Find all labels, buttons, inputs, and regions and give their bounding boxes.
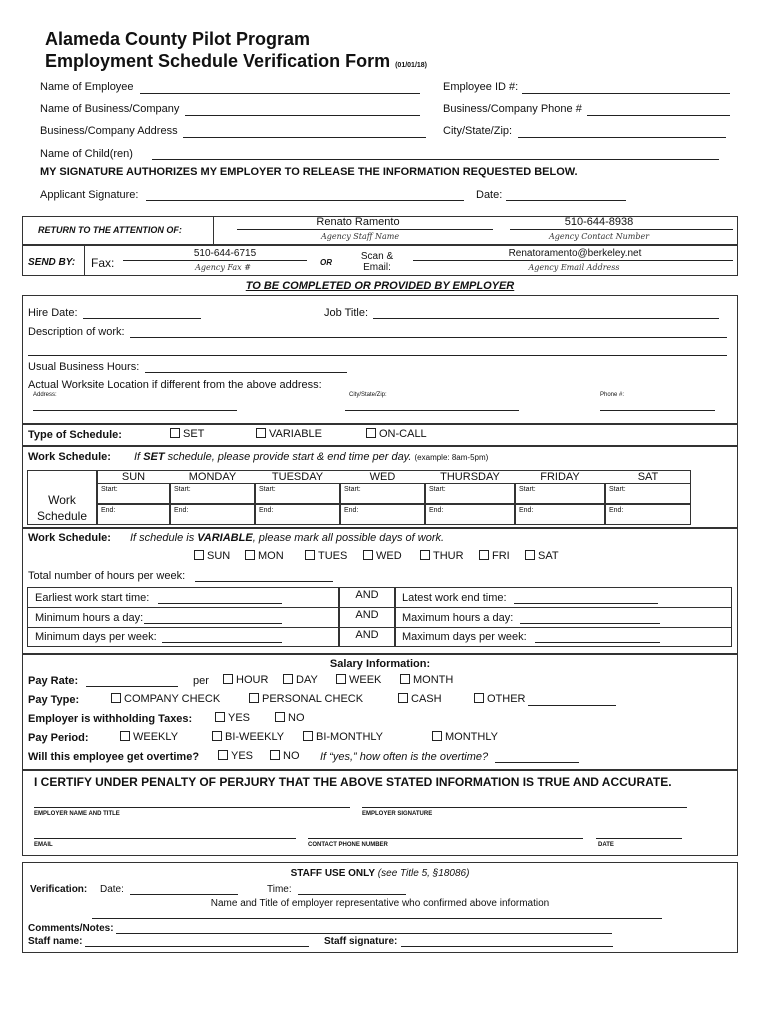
staff-use-note: (see Title 5, §18086) [377, 868, 470, 879]
total-hours-label: Total number of hours per week: [28, 570, 186, 582]
variable-schedule-label: Work Schedule: [28, 532, 111, 544]
business-address-label: Business/Company Address [40, 125, 178, 137]
salary-heading: Salary Information: [329, 658, 431, 670]
variable-day-sun-label: SUN [207, 550, 231, 562]
pay-period-bi-monthly-option[interactable] [303, 731, 383, 743]
pay-rate-field[interactable] [86, 686, 178, 687]
employer-signature-caption: EMPLOYER SIGNATURE [362, 811, 433, 817]
children-name-field[interactable] [152, 159, 719, 160]
min-hours-label: Minimum hours a day: [35, 612, 144, 624]
end-cell-tuesday[interactable] [255, 504, 340, 525]
job-title-label: Job Title: [324, 307, 369, 319]
pay-rate-week-label: WEEK [349, 674, 382, 686]
start-cell-thursday[interactable] [425, 483, 515, 504]
fax-line [123, 260, 307, 261]
withholding-label: Employer is withholding Taxes: [28, 713, 193, 725]
schedule-variable-label: VARIABLE [269, 428, 322, 440]
end-label: End: [259, 507, 274, 514]
pay-period-monthly-label: MONTHLY [445, 731, 498, 743]
schedule-variable-option[interactable] [256, 428, 322, 440]
set-schedule-label: Work Schedule: [28, 451, 111, 463]
pay-type-other-field[interactable] [528, 705, 616, 706]
children-name-label: Name of Child(ren) [40, 148, 133, 160]
representative-field[interactable] [92, 918, 662, 919]
email-caption: Agency Email Address [528, 263, 620, 272]
email-line [413, 260, 733, 261]
pay-period-monthly-checkbox[interactable] [432, 731, 442, 741]
max-days-field[interactable] [535, 642, 660, 643]
variable-day-sun-checkbox[interactable] [194, 550, 204, 560]
overtime-no-label: NO [283, 750, 300, 762]
pay-period-label: Pay Period: [28, 732, 89, 744]
description-label: Description of work: [28, 326, 125, 338]
schedule-set-label: SET [183, 428, 205, 440]
pay-period-bi-weekly-checkbox[interactable] [212, 731, 222, 741]
schedule-oncall-checkbox[interactable] [366, 428, 376, 438]
pay-rate-label: Pay Rate: [28, 675, 79, 687]
max-days-label: Maximum days per week: [402, 631, 527, 643]
pay-rate-hour-label: HOUR [236, 674, 269, 686]
staff-name-field[interactable] [85, 946, 309, 947]
variable-day-mon-checkbox[interactable] [245, 550, 255, 560]
overtime-yes-checkbox[interactable] [218, 750, 228, 760]
worksite-city-caption: City/State/Zip: [349, 392, 387, 398]
latest-end-label: Latest work end time: [402, 592, 507, 604]
staff-use-heading [22, 868, 738, 879]
agency-staff-name: Renato Ramento [316, 216, 400, 228]
variable-instruction-prefix: If schedule is [130, 532, 195, 544]
overtime-followup-field[interactable] [495, 762, 579, 763]
start-cell-monday[interactable] [170, 483, 255, 504]
comments-field[interactable] [116, 933, 612, 934]
end-cell-thursday[interactable] [425, 504, 515, 525]
schedule-row-label-2: Schedule [36, 509, 88, 523]
variable-day-fri-option[interactable] [479, 550, 510, 562]
business-phone-label: Business/Company Phone # [443, 103, 582, 115]
hire-date-field[interactable] [83, 318, 201, 319]
variable-day-fri-label: FRI [492, 550, 510, 562]
agency-contact-number: 510-644-8938 [564, 216, 634, 228]
certify-statement: I CERTIFY UNDER PENALTY OF PERJURY THAT THE ABOVE STATED INFORMATION IS TRUE AND ACCURATE. [34, 775, 672, 789]
business-name-field[interactable] [185, 115, 420, 116]
variable-row-divider-2 [27, 627, 732, 628]
start-label: Start: [259, 486, 276, 493]
end-cell-monday[interactable] [170, 504, 255, 525]
employer-email-caption: EMAIL [34, 842, 53, 848]
applicant-signature-label: Applicant Signature: [40, 189, 139, 201]
variable-day-fri-checkbox[interactable] [479, 550, 489, 560]
variable-day-thur-checkbox[interactable] [420, 550, 430, 560]
set-instruction-rest: schedule, please provide start & end time per day. [167, 451, 412, 463]
pay-period-weekly-option[interactable] [120, 731, 178, 743]
min-days-label: Minimum days per week: [35, 631, 157, 643]
and-label-3: AND [355, 629, 379, 641]
employer-name-title-field[interactable] [34, 807, 350, 808]
variable-day-tues-checkbox[interactable] [305, 550, 315, 560]
description-field-1[interactable] [130, 337, 727, 338]
variable-row-divider-1 [27, 607, 732, 608]
latest-end-field[interactable] [514, 603, 658, 604]
end-label: End: [609, 507, 624, 514]
day-header-sat: SAT [637, 471, 659, 483]
employee-name-label: Name of Employee [40, 81, 134, 93]
pay-period-bi-monthly-checkbox[interactable] [303, 731, 313, 741]
worksite-phone-field[interactable] [600, 410, 715, 411]
representative-caption: Name and Title of employer representative who confirmed above information [210, 898, 550, 909]
start-cell-friday[interactable] [515, 483, 605, 504]
employer-phone-caption: CONTACT PHONE NUMBER [308, 842, 388, 848]
overtime-label: Will this employee get overtime? [28, 751, 200, 763]
variable-day-mon-label: MON [258, 550, 284, 562]
email-label: Email: [363, 262, 391, 273]
max-hours-label: Maximum hours a day: [402, 612, 514, 624]
business-phone-field[interactable] [587, 115, 730, 116]
withholding-no-label: NO [288, 712, 305, 724]
variable-day-sun-option[interactable] [194, 550, 230, 562]
title-line-2 [45, 51, 427, 72]
verification-date-label: Date: [100, 884, 124, 895]
start-cell-sat[interactable] [605, 483, 691, 504]
schedule-oncall-label: ON-CALL [379, 428, 427, 440]
scan-email-label [352, 251, 402, 273]
start-label: Start: [174, 486, 191, 493]
day-header-wed: WED [369, 471, 396, 483]
description-field-2[interactable] [28, 355, 727, 356]
pay-type-cash-option[interactable] [398, 693, 442, 705]
job-title-field[interactable] [373, 318, 719, 319]
withholding-yes-checkbox[interactable] [215, 712, 225, 722]
schedule-row-label [27, 492, 97, 524]
min-days-field[interactable] [162, 642, 282, 643]
employer-section-box [22, 295, 738, 424]
max-hours-field[interactable] [520, 623, 660, 624]
day-header-row [97, 470, 691, 484]
schedule-type-label: Type of Schedule: [28, 429, 122, 441]
min-hours-field[interactable] [144, 623, 282, 624]
worksite-city-field[interactable] [345, 410, 519, 411]
schedule-set-checkbox[interactable] [170, 428, 180, 438]
schedule-oncall-option[interactable] [366, 428, 427, 440]
business-name-label: Name of Business/Company [40, 103, 180, 115]
day-header-monday: MONDAY [188, 471, 237, 483]
pay-rate-month-label: MONTH [413, 674, 454, 686]
pay-type-other-option[interactable] [474, 693, 526, 705]
worksite-phone-caption: Phone #: [600, 392, 625, 398]
worksite-label: Actual Worksite Location if different from the above address: [28, 379, 322, 391]
business-address-field[interactable] [183, 137, 426, 138]
end-label: End: [344, 507, 359, 514]
pay-type-personal-check-option[interactable] [249, 693, 363, 705]
variable-day-mon-option[interactable] [245, 550, 284, 562]
verification-time-field[interactable] [298, 894, 406, 895]
hire-date-label: Hire Date: [28, 307, 78, 319]
set-schedule-instruction [134, 451, 488, 463]
scan-label: Scan & [360, 251, 394, 262]
applicant-signature-field[interactable] [146, 200, 464, 201]
pay-type-cash-label: CASH [411, 693, 442, 705]
pay-rate-day-option[interactable] [283, 674, 318, 686]
staff-name-label: Staff name: [28, 936, 83, 947]
employer-date-caption: DATE [598, 842, 614, 848]
fax-caption: Agency Fax # [195, 263, 251, 272]
start-label: Start: [344, 486, 361, 493]
withholding-yes-label: YES [228, 712, 251, 724]
pay-type-personal-check-checkbox[interactable] [249, 693, 259, 703]
withholding-no-option[interactable] [275, 712, 305, 724]
pay-type-other-label: OTHER [487, 693, 526, 705]
form-title: Employment Schedule Verification Form [45, 51, 391, 71]
return-attention-label: RETURN TO THE ATTENTION OF: [38, 225, 182, 235]
variable-day-sat-checkbox[interactable] [525, 550, 535, 560]
employer-section-heading: TO BE COMPLETED OR PROVIDED BY EMPLOYER [245, 280, 515, 292]
variable-day-sat-label: SAT [538, 550, 559, 562]
pay-period-weekly-label: WEEKLY [133, 731, 179, 743]
pay-rate-hour-checkbox[interactable] [223, 674, 233, 684]
comments-label: Comments/Notes: [28, 923, 114, 934]
authorization-statement: MY SIGNATURE AUTHORIZES MY EMPLOYER TO RELEASE THE INFORMATION REQUESTED BELOW. [40, 166, 578, 178]
contact-number-caption: Agency Contact Number [548, 232, 650, 241]
worksite-address-caption: Address: [33, 392, 57, 398]
withholding-yes-option[interactable] [215, 712, 250, 724]
overtime-followup-label: If “yes,” how often is the overtime? [320, 751, 489, 763]
pay-rate-month-checkbox[interactable] [400, 674, 410, 684]
variable-instruction-rest: , please mark all possible days of work. [252, 532, 445, 544]
variable-schedule-instruction [130, 532, 444, 544]
day-header-thursday: THURSDAY [440, 471, 500, 483]
pay-type-cash-checkbox[interactable] [398, 693, 408, 703]
pay-rate-week-option[interactable] [336, 674, 381, 686]
form-version: (01/01/18) [395, 62, 428, 69]
end-cell-sat[interactable] [605, 504, 691, 525]
send-by-label: SEND BY: [28, 257, 76, 268]
start-cell-wed[interactable] [340, 483, 425, 504]
usual-hours-label: Usual Business Hours: [28, 361, 140, 373]
earliest-start-field[interactable] [158, 603, 282, 604]
pay-type-other-checkbox[interactable] [474, 693, 484, 703]
staff-use-title: STAFF USE ONLY [290, 868, 376, 879]
variable-day-tues-option[interactable] [305, 550, 347, 562]
start-label: Start: [429, 486, 446, 493]
variable-day-wed-label: WED [376, 550, 402, 562]
schedule-row-label-1: Work [48, 493, 76, 507]
variable-day-wed-option[interactable] [363, 550, 402, 562]
day-header-tuesday: TUESDAY [271, 471, 324, 483]
variable-day-tues-label: TUES [318, 550, 348, 562]
employee-id-field[interactable] [522, 93, 730, 94]
overtime-yes-label: YES [231, 750, 254, 762]
day-header-sun: SUN [121, 471, 146, 483]
earliest-start-label: Earliest work start time: [35, 592, 150, 604]
pay-rate-month-option[interactable] [400, 674, 453, 686]
verification-time-label: Time: [267, 884, 292, 895]
applicant-date-field[interactable] [506, 200, 626, 201]
title-line-1: Alameda County Pilot Program [45, 29, 311, 49]
agency-fax-number: 510-644-6715 [193, 248, 257, 259]
verification-label: Verification: [30, 884, 88, 895]
employee-id-label: Employee ID #: [443, 81, 519, 93]
pay-period-bi-weekly-label: BI-WEEKLY [225, 731, 285, 743]
end-label: End: [174, 507, 189, 514]
schedule-variable-checkbox[interactable] [256, 428, 266, 438]
pay-rate-hour-option[interactable] [223, 674, 268, 686]
end-label: End: [519, 507, 534, 514]
staff-name-line [237, 229, 493, 230]
pay-period-bi-monthly-label: BI-MONTHLY [316, 731, 384, 743]
pay-period-bi-weekly-option[interactable] [212, 731, 284, 743]
pay-type-company-check-option[interactable] [111, 693, 220, 705]
variable-day-sat-option[interactable] [525, 550, 559, 562]
start-cell-tuesday[interactable] [255, 483, 340, 504]
variable-day-thur-option[interactable] [420, 550, 464, 562]
pay-rate-per: per [193, 675, 209, 687]
total-hours-field[interactable] [195, 581, 333, 582]
set-instruction-example: (example: 8am-5pm) [414, 453, 489, 462]
pay-rate-day-checkbox[interactable] [283, 674, 293, 684]
staff-signature-label: Staff signature: [324, 936, 398, 947]
variable-day-wed-checkbox[interactable] [363, 550, 373, 560]
day-header-friday: FRIDAY [540, 471, 580, 483]
start-cell-sun[interactable] [97, 483, 170, 504]
start-label: Start: [101, 486, 118, 493]
employer-name-title-caption: EMPLOYER NAME AND TITLE [34, 811, 120, 817]
or-label: OR [320, 258, 332, 267]
pay-rate-week-checkbox[interactable] [336, 674, 346, 684]
start-label: Start: [609, 486, 626, 493]
set-instruction-bold: SET [143, 451, 165, 463]
pay-period-monthly-option[interactable] [432, 731, 498, 743]
overtime-no-option[interactable] [270, 750, 300, 762]
fax-label: Fax: [91, 256, 115, 270]
employee-name-field[interactable] [140, 93, 420, 94]
end-label: End: [101, 507, 116, 514]
and-label-2: AND [355, 609, 379, 621]
contact-number-line [510, 229, 733, 230]
end-label: End: [429, 507, 444, 514]
employer-date-field[interactable] [596, 838, 682, 839]
staff-signature-field[interactable] [401, 946, 613, 947]
pay-type-company-check-checkbox[interactable] [111, 693, 121, 703]
usual-hours-field[interactable] [145, 372, 347, 373]
employer-signature-field[interactable] [362, 807, 687, 808]
variable-day-thur-label: THUR [433, 550, 464, 562]
and-label-1: AND [355, 589, 379, 601]
city-state-zip-label: City/State/Zip: [443, 125, 513, 137]
overtime-yes-option[interactable] [218, 750, 253, 762]
send-by-divider [84, 245, 85, 276]
return-divider [213, 216, 214, 245]
verification-date-field[interactable] [130, 894, 238, 895]
set-instruction-prefix: If [134, 451, 141, 463]
applicant-date-label: Date: [476, 189, 503, 201]
pay-type-label: Pay Type: [28, 694, 80, 706]
withholding-no-checkbox[interactable] [275, 712, 285, 722]
variable-instruction-bold: VARIABLE [197, 532, 253, 544]
employer-email-field[interactable] [34, 838, 296, 839]
city-state-zip-field[interactable] [518, 137, 726, 138]
pay-period-weekly-checkbox[interactable] [120, 731, 130, 741]
worksite-address-field[interactable] [33, 410, 237, 411]
end-cell-sun[interactable] [97, 504, 170, 525]
overtime-no-checkbox[interactable] [270, 750, 280, 760]
pay-type-personal-check-label: PERSONAL CHECK [262, 693, 364, 705]
pay-rate-day-label: DAY [296, 674, 318, 686]
employer-phone-field[interactable] [308, 838, 583, 839]
pay-type-company-check-label: COMPANY CHECK [124, 693, 221, 705]
start-label: Start: [519, 486, 536, 493]
staff-name-caption: Agency Staff Name [320, 232, 400, 241]
end-cell-wed[interactable] [340, 504, 425, 525]
end-cell-friday[interactable] [515, 504, 605, 525]
agency-email: Renatoramento@berkeley.net [508, 248, 642, 259]
schedule-set-option[interactable] [170, 428, 204, 440]
